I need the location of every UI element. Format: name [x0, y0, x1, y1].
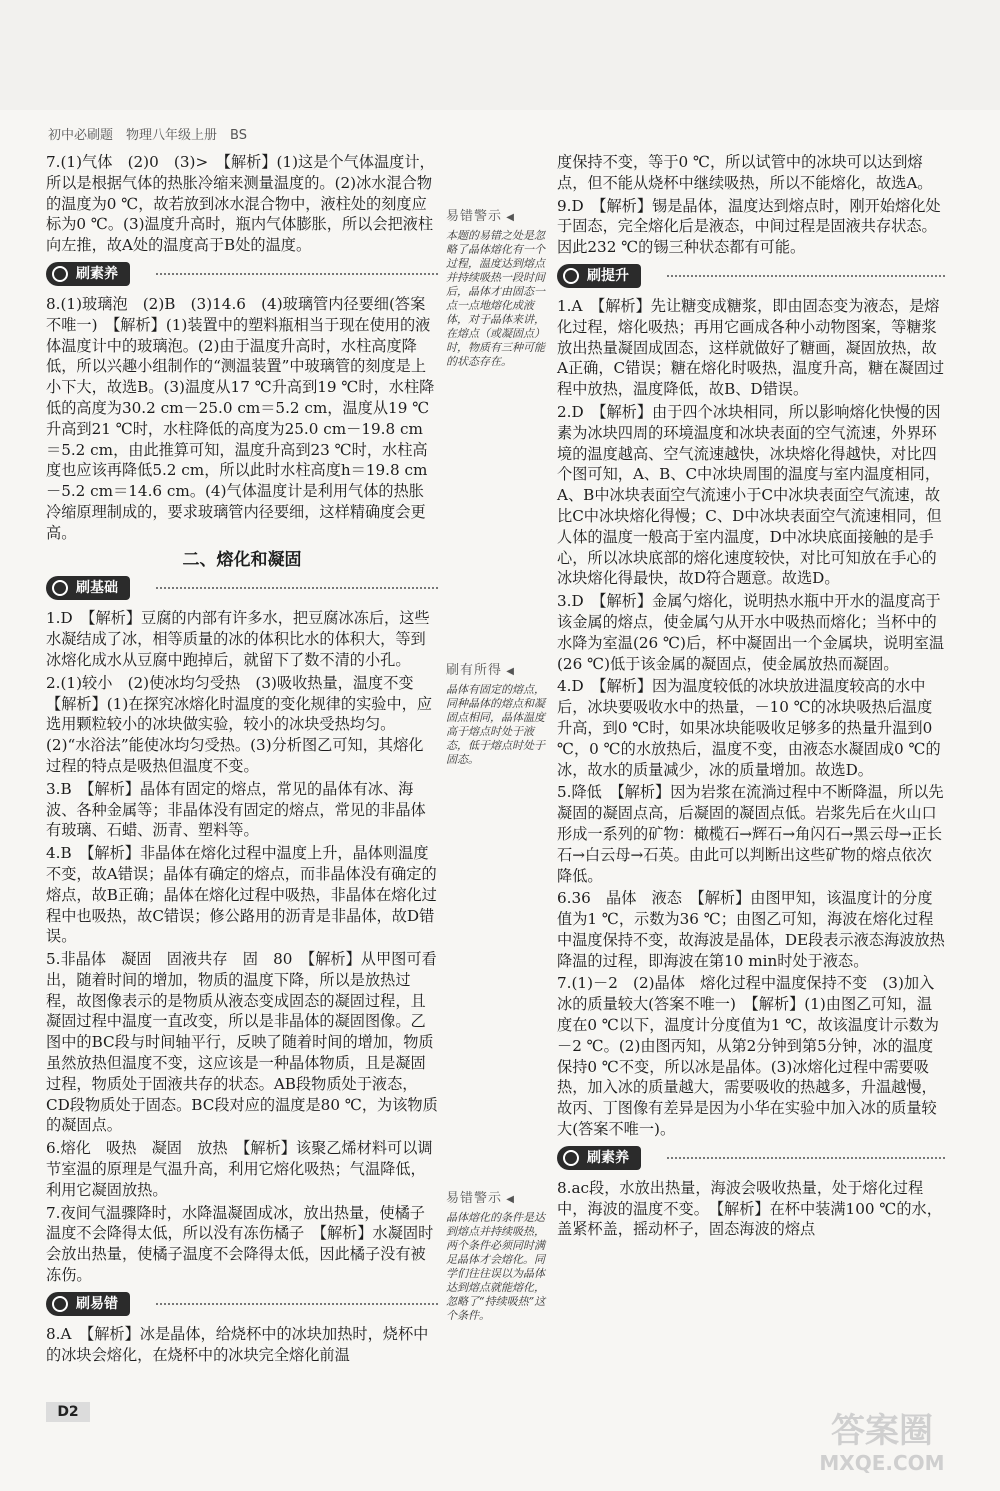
- answer-item: 4.D 【解析】因为温度较低的冰块放进温度较高的水中后，冰块要吸收水中的热量，－10 ℃的冰块吸热后温度升高，到0 ℃时，如果冰块能吸收足够多的热量升温到0 ℃，0 ℃的水放热后，温度不变，由液态水凝固成0 ℃的冰，故水的质量减少，冰的质量增加。故选D。: [557, 677, 941, 779]
- brush-icon: [52, 266, 68, 282]
- answer-item: 5.非晶体 凝固 固液共存 固 80 【解析】从甲图可看出，随着时间的增加，物质的温度下降，所以是放热过程，故图像表示的是物质从液态变成固态的凝固过程，且凝固过程中温度一直改变，所以是非晶体的凝固图像。乙图中的BC段与时间轴平行，反映了随着时间的增加，物质虽然放热但温度不变，这应该是一种晶体物质，且是凝固过程，物质处于固液共存的状态。AB段物质处于液态，CD段物质处于固态。BC段对应的温度是80 ℃，为该物质的凝固点。: [46, 950, 438, 1135]
- answer-item: 3.D 【解析】金属勺熔化，说明热水瓶中开水的温度高于该金属的熔点，使金属勺从开水中吸热而熔化；当杯中的水降为室温(26 ℃)后，杯中凝固出一个金属块，说明室温(26 ℃)低于该金属的凝固点，使金属放热而凝固。: [557, 592, 945, 673]
- answer-item: 8.ac段，水放出热量，海波会吸收热量，处于熔化过程中，海波的温度不变。 【解析】在杯中装满100 ℃的水，盖紧杯盖，摇动杯子，固态海波的熔点: [557, 1178, 942, 1239]
- answer-item: 6.36 晶体 液态 【解析】由图甲知，该温度计的分度值为1 ℃，示数为36 ℃；由图乙可知，海波在熔化过程中温度保持不变，故海波是晶体，DE段表示液态海波放热降温的过程，即海波在第10 min时处于液态。: [557, 889, 945, 970]
- answer-item: 度保持不变，等于0 ℃，所以试管中的冰块可以达到熔点，但不能从烧杯中继续吸热，所以不能熔化，故选A。: [557, 153, 933, 192]
- side-note-2: 刷有所得 ◀ 晶体有固定的熔点，同种晶体的熔点和凝固点相同，晶体温度高于熔点时处于液态，低于熔点时处于固态。: [446, 664, 550, 767]
- left-column: [46, 152, 438, 1367]
- page-number: D2: [46, 1402, 90, 1422]
- watermark-logo: 答案圈 MXQE.COM: [819, 1411, 945, 1475]
- section-badge-提升: 刷提升: [557, 264, 945, 290]
- page-header: 初中必刷题 物理八年级上册 BS: [48, 128, 247, 143]
- answer-item: 7.(1)气体 (2)0 (3)> 【解析】(1)这是个气体温度计，所以是根据气体的热胀冷缩来测量温度的。(2)冰水混合物的温度为0 ℃，故若放到冰水混合物中，液柱处的刻度应标为0 ℃。(3)温度升高时，瓶内气体膨胀，所以会把液柱向左推，故A处的温度高于B处的温度。: [46, 153, 435, 255]
- answer-item: 8.A 【解析】冰是晶体，给烧杯中的冰块加热时，烧杯中的冰块会熔化，在烧杯中的冰块完全熔化前温: [46, 1324, 429, 1364]
- answer-item: 9.D 【解析】锡是晶体，温度达到熔点时，刚开始熔化处于固态，完全熔化后是液态，中间过程是固液共存状态。因此232 ℃的锡三种状态都有可能。: [557, 196, 941, 257]
- section-badge-易错: 刷易错: [46, 1292, 438, 1318]
- answer-item: 2.D 【解析】由于四个冰块相同，所以影响熔化快慢的因素为冰块四周的环境温度和冰块表面的空气流速，外界环境的温度越高、空气流速越快，冰块熔化得越快，对比四个图可知，A、B、C中冰块周围的温度与室内温度相同，A、B中冰块表面空气流速小于C中冰块表面空气流速，故比C中冰块熔化得慢；C、D中冰块表面空气流速相同，但人体的温度一般高于室内温度，D中冰块底面接触的是手心，所以冰块底部的熔化速度较快，对比可知放在手心的冰块熔化得最快，故D符合题意。故选D。: [557, 402, 942, 588]
- answer-item: 6.熔化 吸热 凝固 放热 【解析】该聚乙烯材料可以调节室温的原理是气温升高，利用它熔化吸热；气温降低，利用它凝固放热。: [46, 1139, 433, 1199]
- right-column: [557, 152, 945, 1242]
- answer-item: 1.A 【解析】先让糖变成糖浆，即由固态变为液态，是熔化过程，熔化吸热；再用它画成各种小动物图案，等糖浆放出热量凝固成固态，这样就做好了糖画，凝固放热，故A正确，C错误；糖在熔化时吸热，温度升高，糖在凝固过程中放热，温度降低，故B、D错误。: [557, 296, 945, 399]
- answer-item: 3.B 【解析】晶体有固定的熔点，常见的晶体有冰、海波、各种金属等；非晶体没有固定的熔点，常见的非晶体有玻璃、石蜡、沥青、塑料等。: [46, 779, 426, 840]
- side-note-1: 易错警示 ◀ 本题的易错之处是忽略了晶体熔化有一个过程，温度达到熔点并持续吸热一段时间后，晶体才由固态一点一点地熔化成液体，对于晶体来讲，在熔点（或凝固点）时，物质有三种可能的状态存在。: [446, 210, 550, 369]
- answer-item: 2.(1)较小 (2)使冰均匀受热 (3)吸收热量，温度不变 【解析】(1)在探究冰熔化时温度的变化规律的实验中，应选用颗粒较小的冰块做实验，较小的冰块受热均匀。(2)“水浴法”能使冰均匀受热。(3)分析图乙可知，其熔化过程的特点是吸热但温度不变。: [46, 673, 433, 775]
- chapter-title: 二、熔化和凝固: [182, 549, 302, 570]
- brush-icon: [52, 580, 68, 596]
- answer-item: 7.(1)－2 (2)晶体 熔化过程中温度保持不变 (3)加入冰的质量较大(答案不唯一) 【解析】(1)由图乙可知，温度在0 ℃以下，温度计分度值为1 ℃，故该温度计示数为－2 ℃。(2)由图丙知，从第2分钟到第5分钟，冰的温度保持0 ℃不变，所以冰是晶体。(3)冰熔化过程中需要吸热，加入冰的质量越大，需要吸收的热越多，升温越慢，故丙、丁图像有差异是因为小华在实验中加入冰的质量较大(答案不唯一)。: [557, 974, 939, 1139]
- answer-item: 7.夜间气温骤降时，水降温凝固成冰，放出热量，使橘子温度不会降得太低，所以没有冻伤橘子 【解析】水凝固时会放出热量，使橘子温度不会降得太低，因此橘子没有被冻伤。: [46, 1203, 434, 1285]
- answer-item: 4.B 【解析】非晶体在熔化过程中温度上升，晶体则温度不变，故A错误；晶体有确定的熔点，而非晶体没有确定的熔点，故B正确；晶体在熔化过程中吸热，非晶体在熔化过程中也吸热，故C错误；修公路用的沥青是非晶体，故D错误。: [46, 844, 437, 946]
- section-badge-素养: 刷素养: [46, 262, 438, 288]
- answer-item: 1.D 【解析】豆腐的内部有许多水，把豆腐冰冻后，这些水凝结成了冰，相等质量的冰的体积比水的体积大，等到冰熔化成水从豆腐中跑掉后，就留下了数不清的小孔。: [46, 609, 430, 669]
- answer-item: 5.降低 【解析】因为岩浆在流淌过程中不断降温，所以先凝固的凝固点高，后凝固的凝固点低。岩浆先后在火山口形成一系列的矿物：橄榄石→辉石→角闪石→黑云母→正长石→白云母→石英。由此可以判断出这些矿物的熔点依次降低。: [557, 783, 944, 885]
- brush-icon: [52, 1296, 68, 1312]
- brush-icon: [563, 1150, 579, 1166]
- brush-icon: [563, 268, 579, 284]
- section-badge-素养-right: 刷素养: [557, 1146, 945, 1172]
- top-margin: [0, 0, 1000, 110]
- section-badge-基础: 刷基础: [46, 576, 438, 602]
- side-note-3: 易错警示 ◀ 晶体熔化的条件是达到熔点并持续吸热，两个条件必须同时满足晶体才会熔化。同学们往往误以为晶体达到熔点就能熔化，忽略了“持续吸热”这个条件。: [446, 1192, 550, 1323]
- answer-item: 8.(1)玻璃泡 (2)B (3)14.6 (4)玻璃管内径要细(答案不唯一) 【解析】(1)装置中的塑料瓶相当于现在使用的液体温度计中的玻璃泡。(2)由于温度升高时，水柱高度降低，所以兴趣小组制作的“测温装置”中玻璃管的刻度是上小下大，故选B。(3)温度从17 ℃升高到19 ℃时，水柱降低的高度为30.2 cm－25.0 cm＝5.2 cm，温度从19 ℃升高到21 ℃时，水柱降低的高度为25.0 cm－19.8 cm＝5.2 cm，由此推算可知，温度升高到23 ℃时，水柱高度也应该再降低5.2 cm，所以此时水柱高度h＝19.8 cm－5.2 cm＝14.6 cm。(4)气体温度计是利用气体的热胀冷缩原理制成的，要求玻璃管内径要细，这样精确度会更高。: [46, 294, 435, 542]
